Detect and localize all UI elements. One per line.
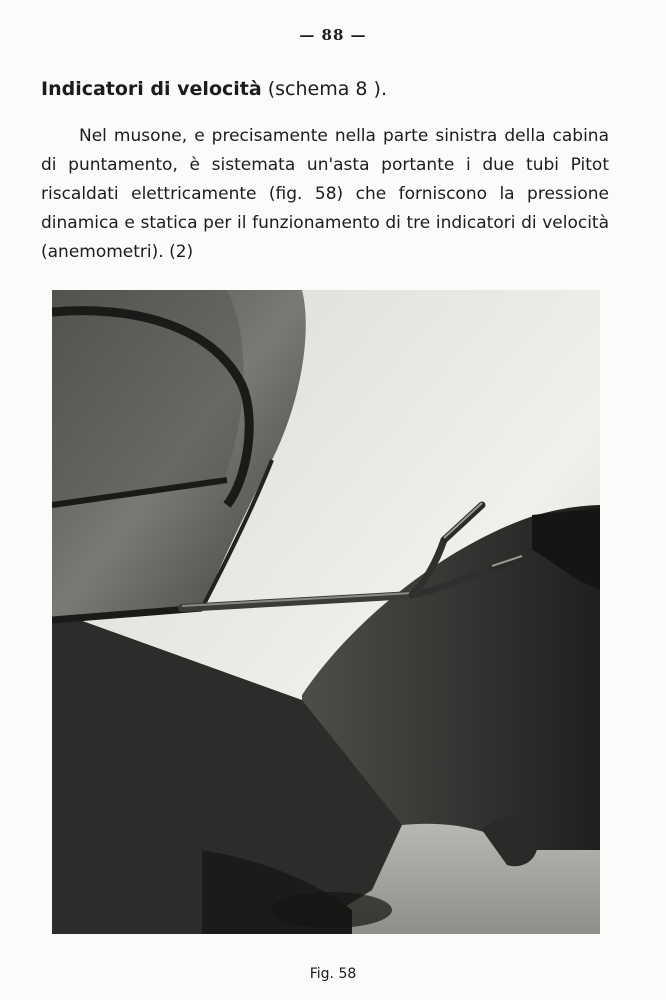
section-title: Indicatori di velocità bbox=[41, 78, 262, 100]
figure-caption: Fig. 58 bbox=[309, 966, 357, 982]
section-title-reference: (schema 8 ). bbox=[267, 78, 387, 100]
pitot-tube-photo bbox=[52, 290, 600, 934]
figure-photograph bbox=[52, 290, 600, 934]
page-number: — 88 — bbox=[299, 26, 367, 44]
body-paragraph: Nel musone, e precisamente nella parte sinistra della cabina di puntamento, è sistemata un'asta portante i due tubi Pitot riscaldati elettricamente (fig. 58) che forniscono la pressione dinamica e statica per il funzionamento di tre indicatori di velocità (anemometri). (2) bbox=[41, 126, 609, 262]
section-heading bbox=[41, 78, 387, 100]
